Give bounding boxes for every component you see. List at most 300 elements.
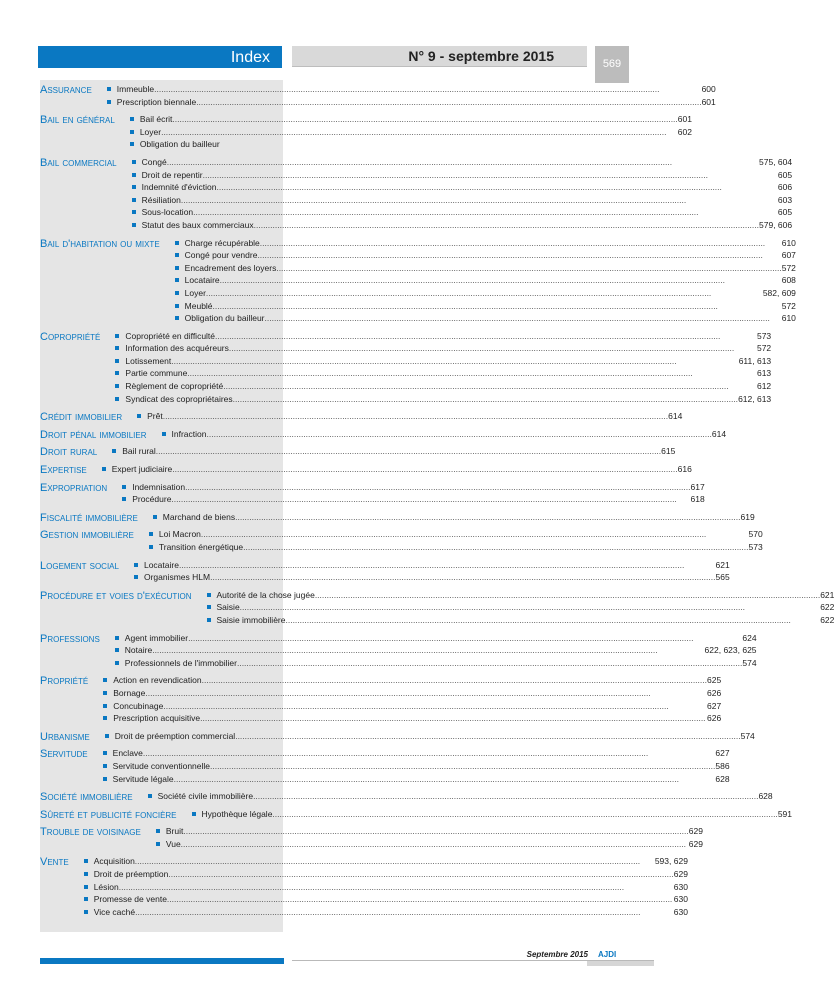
category-heading: Expertise — [40, 464, 87, 477]
dot-leader — [235, 512, 740, 522]
entry-term: Droit de repentir — [141, 169, 203, 180]
index-entry — [129, 220, 792, 233]
square-bullet-icon — [132, 223, 136, 227]
index-entry — [100, 774, 730, 787]
index-entry — [153, 839, 703, 852]
entry-term: Charge récupérable — [184, 237, 260, 248]
entry-term: Prescription acquisitive — [113, 713, 201, 724]
dot-leader — [181, 839, 689, 849]
index-section — [40, 511, 755, 525]
index-entry — [112, 331, 771, 344]
category-heading: Société immobilière — [40, 791, 133, 804]
square-bullet-icon — [134, 575, 138, 579]
entry-list — [129, 157, 792, 233]
square-bullet-icon — [148, 794, 152, 798]
square-bullet-icon — [175, 253, 179, 257]
entry-term: Loyer — [139, 126, 162, 137]
category-heading: Urbanisme — [40, 730, 90, 743]
entry-pages: 593, 629 — [654, 856, 688, 867]
entry-pages: 591 — [777, 808, 792, 819]
entry-term: Encadrement des loyers — [184, 262, 277, 273]
entry-list — [100, 748, 730, 786]
entry-list — [102, 731, 755, 744]
dot-leader — [223, 381, 757, 391]
entry-term: Procédure — [132, 494, 172, 505]
entry-term: Infraction — [171, 428, 207, 439]
index-entry — [81, 869, 688, 882]
entry-pages: 624 — [742, 632, 757, 643]
entry-term: Locataire — [184, 275, 220, 286]
square-bullet-icon — [115, 346, 119, 350]
index-entry — [134, 411, 682, 424]
square-bullet-icon — [162, 432, 166, 436]
entry-term: Droit de préemption — [93, 869, 169, 880]
dot-leader — [135, 907, 674, 917]
dot-leader — [240, 602, 821, 612]
entry-term: Syndicat des copropriétaires — [125, 393, 233, 404]
square-bullet-icon — [132, 173, 136, 177]
index-entry — [159, 429, 727, 442]
category-heading: Gestion immobilière — [40, 529, 134, 542]
index-entry — [189, 809, 792, 822]
entry-term: Notaire — [124, 645, 153, 656]
index-entry — [145, 791, 773, 804]
dot-leader — [215, 331, 757, 341]
dot-leader — [206, 288, 763, 298]
entry-term: Loyer — [184, 287, 206, 298]
dot-leader — [167, 157, 759, 167]
square-bullet-icon — [156, 829, 160, 833]
square-bullet-icon — [103, 678, 107, 682]
category-heading: Professions — [40, 632, 100, 645]
category-heading: Vente — [40, 856, 69, 869]
entry-pages: 626 — [707, 713, 722, 724]
index-entry — [104, 97, 716, 110]
entry-term: Bail écrit — [139, 114, 173, 125]
index-entry — [146, 529, 763, 542]
dot-leader — [272, 809, 777, 819]
dot-leader — [243, 542, 748, 552]
index-entry — [81, 894, 688, 907]
dot-leader — [135, 856, 655, 866]
index-section — [40, 529, 763, 554]
entry-term: Partie commune — [125, 368, 188, 379]
footer-grey-bar — [587, 961, 654, 966]
index-entry — [131, 572, 730, 585]
square-bullet-icon — [153, 515, 157, 519]
entry-term: Locataire — [143, 559, 179, 570]
page-title: Index — [230, 49, 270, 66]
entry-pages: 605 — [777, 169, 793, 180]
category-heading: Servitude — [40, 748, 88, 761]
category-heading: Sûreté et publicité foncière — [40, 808, 177, 821]
dot-leader — [196, 97, 701, 107]
entry-pages: 627 — [715, 748, 730, 759]
dot-leader — [119, 882, 674, 892]
square-bullet-icon — [84, 872, 88, 876]
entry-pages: 614 — [668, 411, 683, 422]
category-heading: Logement social — [40, 559, 119, 572]
footer-blue-bar — [40, 958, 284, 964]
square-bullet-icon — [122, 485, 126, 489]
entry-pages: 630 — [673, 906, 688, 917]
entry-list — [104, 84, 716, 109]
entry-list — [145, 791, 773, 804]
entry-pages: 572 — [756, 343, 772, 354]
dot-leader — [154, 84, 701, 94]
dot-leader — [210, 572, 715, 582]
entry-pages: 619 — [740, 511, 755, 522]
dot-leader — [213, 301, 782, 311]
index-section — [40, 464, 692, 477]
square-bullet-icon — [103, 704, 107, 708]
entry-pages: 573 — [756, 330, 772, 341]
index-entry — [119, 482, 705, 495]
index-section — [40, 114, 692, 152]
dot-leader — [200, 713, 707, 723]
index-entry — [172, 238, 796, 251]
category-heading: Procédure et voies d'exécution — [40, 589, 192, 602]
index-section — [40, 330, 772, 407]
index-section — [40, 791, 773, 804]
square-bullet-icon — [149, 545, 153, 549]
entry-pages: 617 — [690, 481, 705, 492]
entry-pages: 629 — [688, 826, 703, 837]
entry-term: Vue — [165, 838, 181, 849]
entry-term: Copropriété en difficulté — [125, 330, 216, 341]
entry-list — [159, 429, 727, 442]
index-entry — [100, 688, 721, 701]
index-entry — [100, 748, 730, 761]
square-bullet-icon — [207, 605, 211, 609]
dot-leader — [163, 411, 668, 421]
square-bullet-icon — [115, 334, 119, 338]
index-entry — [129, 195, 792, 208]
dot-leader — [188, 633, 742, 643]
entry-pages: 612, 613 — [738, 393, 772, 404]
entry-term: Obligation du bailleur — [139, 139, 220, 150]
square-bullet-icon — [132, 160, 136, 164]
index-entry — [109, 446, 675, 459]
index-entry — [150, 512, 755, 525]
dot-leader — [161, 127, 678, 137]
index-entry — [127, 114, 692, 127]
index-entry — [129, 170, 792, 183]
dot-leader — [233, 394, 738, 404]
entry-list — [119, 482, 705, 507]
square-bullet-icon — [137, 414, 141, 418]
dot-leader — [156, 446, 661, 456]
entry-term: Règlement de copropriété — [125, 381, 224, 392]
entry-pages: 630 — [673, 894, 688, 905]
entry-pages: 626 — [707, 687, 722, 698]
dot-leader — [168, 869, 673, 879]
dot-leader — [202, 675, 707, 685]
index-entry — [99, 464, 692, 477]
entry-pages: 565 — [715, 572, 730, 583]
entry-term: Bail rural — [122, 446, 156, 457]
entry-pages: 611, 613 — [738, 355, 772, 366]
category-heading: Bail d'habitation ou mixte — [40, 237, 160, 250]
index-entry — [81, 907, 688, 920]
page-number-badge: 569 — [595, 46, 629, 83]
entry-pages: 622 — [820, 614, 834, 625]
entry-term: Loi Macron — [158, 529, 201, 540]
entry-term: Lotissement — [125, 355, 172, 366]
entry-pages: 605 — [777, 207, 793, 218]
index-entry — [172, 275, 796, 288]
category-heading: Fiscalité immobilière — [40, 511, 138, 524]
dot-leader — [237, 658, 742, 668]
entry-term: Enclave — [112, 748, 143, 759]
index-entry — [146, 542, 763, 555]
square-bullet-icon — [115, 636, 119, 640]
entry-pages: 607 — [781, 250, 796, 261]
square-bullet-icon — [149, 532, 153, 536]
entry-term: Concubinage — [113, 700, 164, 711]
dot-leader — [276, 263, 781, 273]
entry-list — [172, 238, 796, 326]
dot-leader — [185, 482, 690, 492]
dot-leader — [174, 774, 716, 784]
index-section — [40, 856, 688, 919]
square-bullet-icon — [102, 467, 106, 471]
entry-list — [189, 809, 792, 822]
square-bullet-icon — [192, 812, 196, 816]
entry-term: Congé — [141, 156, 167, 167]
entry-pages: 582, 609 — [762, 287, 796, 298]
entry-pages: 610 — [781, 237, 796, 248]
issue-label: N° 9 - septembre 2015 — [408, 48, 554, 64]
index-section — [40, 84, 716, 109]
square-bullet-icon — [115, 661, 119, 665]
square-bullet-icon — [103, 751, 107, 755]
index-entry — [129, 157, 792, 170]
index-entry — [100, 761, 730, 774]
category-heading: Droit pénal immobilier — [40, 428, 147, 441]
category-heading: Expropriation — [40, 481, 108, 494]
entry-term: Sous-location — [141, 207, 194, 218]
entry-pages: 628 — [758, 791, 773, 802]
entry-term: Promesse de vente — [93, 894, 167, 905]
index-section — [40, 589, 834, 628]
square-bullet-icon — [132, 210, 136, 214]
index-entry — [104, 84, 716, 97]
square-bullet-icon — [103, 691, 107, 695]
entry-term: Immeuble — [116, 84, 155, 94]
index-entry — [100, 713, 721, 726]
entry-term: Bruit — [165, 826, 184, 837]
index-entry — [112, 658, 757, 671]
category-heading: Propriété — [40, 675, 89, 688]
entry-pages: 606 — [777, 182, 793, 193]
entry-term: Droit de préemption commercial — [114, 730, 236, 741]
index-entry — [112, 633, 757, 646]
entry-pages: 612 — [756, 381, 772, 392]
square-bullet-icon — [84, 910, 88, 914]
square-bullet-icon — [103, 716, 107, 720]
entry-pages: 600 — [701, 84, 716, 94]
index-section — [40, 481, 705, 507]
square-bullet-icon — [84, 885, 88, 889]
dot-leader — [257, 250, 781, 260]
entry-pages: 618 — [690, 494, 705, 505]
square-bullet-icon — [84, 859, 88, 863]
entry-term: Professionnels de l'immobilier — [124, 657, 237, 668]
entry-term: Marchand de biens — [162, 511, 236, 522]
dot-leader — [181, 195, 778, 205]
entry-term: Saisie — [216, 602, 240, 613]
entry-term: Transition énergétique — [158, 542, 244, 552]
index-entry — [112, 356, 771, 369]
index-entry — [127, 127, 692, 140]
index-entry — [204, 590, 834, 603]
entry-term: Hypothèque légale — [201, 808, 273, 819]
index-entry — [102, 731, 755, 744]
entry-term: Agent immobilier — [124, 632, 189, 643]
entry-term: Vice caché — [93, 906, 136, 917]
index-entry — [100, 675, 721, 688]
index-section — [40, 428, 727, 442]
index-section — [40, 411, 683, 424]
square-bullet-icon — [103, 777, 107, 781]
index-section — [40, 632, 757, 671]
entry-list — [153, 826, 703, 851]
index-section — [40, 730, 755, 744]
square-bullet-icon — [107, 100, 111, 104]
entry-pages: 625 — [707, 675, 722, 686]
dot-leader — [143, 748, 715, 758]
entry-term: Action en revendication — [113, 675, 202, 686]
category-heading: Trouble de voisinage — [40, 826, 141, 839]
entry-pages: 572 — [781, 300, 796, 311]
square-bullet-icon — [134, 563, 138, 567]
dot-leader — [285, 615, 820, 625]
square-bullet-icon — [84, 897, 88, 901]
index-entry — [172, 250, 796, 263]
square-bullet-icon — [175, 241, 179, 245]
entry-term: Organismes HLM — [143, 572, 211, 583]
square-bullet-icon — [130, 130, 134, 134]
entry-term: Autorité de la chose jugée — [216, 589, 315, 600]
entry-pages: 622, 623, 625 — [704, 645, 757, 656]
entry-pages: 574 — [742, 657, 757, 668]
entry-term: Information des acquéreurs — [125, 343, 229, 354]
entry-pages: 601 — [701, 96, 716, 107]
square-bullet-icon — [130, 117, 134, 121]
square-bullet-icon — [175, 266, 179, 270]
square-bullet-icon — [175, 304, 179, 308]
index-section — [40, 748, 730, 786]
entry-pages: 613 — [756, 368, 772, 379]
index-entry — [81, 856, 688, 869]
dot-leader — [253, 791, 758, 801]
square-bullet-icon — [132, 198, 136, 202]
entry-term: Servitude légale — [112, 773, 174, 784]
square-bullet-icon — [156, 842, 160, 846]
dot-leader — [152, 645, 704, 655]
square-bullet-icon — [105, 734, 109, 738]
entry-pages: 586 — [715, 760, 730, 771]
index-entry — [112, 368, 771, 381]
index-entry — [153, 826, 703, 839]
index-entry — [100, 701, 721, 714]
square-bullet-icon — [207, 618, 211, 622]
square-bullet-icon — [112, 449, 116, 453]
entry-term: Bornage — [113, 687, 146, 698]
entry-term: Prêt — [147, 411, 163, 422]
entry-pages: 630 — [673, 881, 688, 892]
entry-pages: 608 — [781, 275, 796, 286]
entry-list — [112, 633, 757, 671]
category-heading: Crédit immobilier — [40, 411, 123, 424]
entry-term: Expert judiciaire — [111, 464, 173, 475]
entry-pages: 622 — [820, 602, 834, 613]
index-entry — [112, 645, 757, 658]
entry-pages: 628 — [715, 773, 730, 784]
index-entry — [172, 301, 796, 314]
dot-leader — [187, 368, 757, 378]
index-entry — [172, 263, 796, 276]
entry-pages: 610 — [781, 313, 796, 324]
entry-list — [127, 114, 692, 152]
dot-leader — [171, 356, 738, 366]
entry-list — [146, 529, 763, 554]
dot-leader — [203, 170, 778, 180]
dot-leader — [163, 701, 707, 711]
entry-list — [150, 512, 755, 525]
entry-term: Prescription biennale — [116, 96, 197, 107]
entry-list — [112, 331, 771, 407]
entry-pages: 570 — [748, 529, 763, 540]
entry-list — [81, 856, 688, 919]
index-entry — [129, 207, 792, 220]
entry-term: Indemnisation — [132, 481, 186, 492]
dot-leader — [220, 275, 782, 285]
dot-leader — [207, 429, 712, 439]
index-section — [40, 559, 730, 585]
index-section — [40, 446, 676, 459]
category-heading: Assurance — [40, 84, 92, 96]
square-bullet-icon — [115, 371, 119, 375]
square-bullet-icon — [107, 87, 111, 91]
index-list — [40, 84, 834, 924]
index-section — [40, 156, 793, 233]
index-entry — [112, 381, 771, 394]
dot-leader — [145, 688, 707, 698]
index-entry — [119, 494, 705, 507]
square-bullet-icon — [122, 497, 126, 501]
entry-term: Congé pour vendre — [184, 250, 258, 261]
entry-pages: 621 — [715, 559, 730, 570]
category-heading: Copropriété — [40, 330, 101, 343]
square-bullet-icon — [115, 359, 119, 363]
index-section — [40, 808, 792, 822]
dot-leader — [172, 464, 677, 474]
entry-pages: 615 — [661, 446, 676, 457]
index-entry — [112, 343, 771, 356]
dot-leader — [315, 590, 820, 600]
square-bullet-icon — [115, 648, 119, 652]
entry-pages: 614 — [711, 428, 727, 439]
entry-term: Société civile immobilière — [157, 791, 254, 802]
entry-pages: 602 — [677, 126, 692, 137]
category-heading: Bail en général — [40, 114, 115, 127]
entry-pages: 616 — [677, 464, 692, 475]
entry-term: Indemnité d'éviction — [141, 182, 217, 193]
square-bullet-icon — [115, 384, 119, 388]
index-entry — [81, 882, 688, 895]
